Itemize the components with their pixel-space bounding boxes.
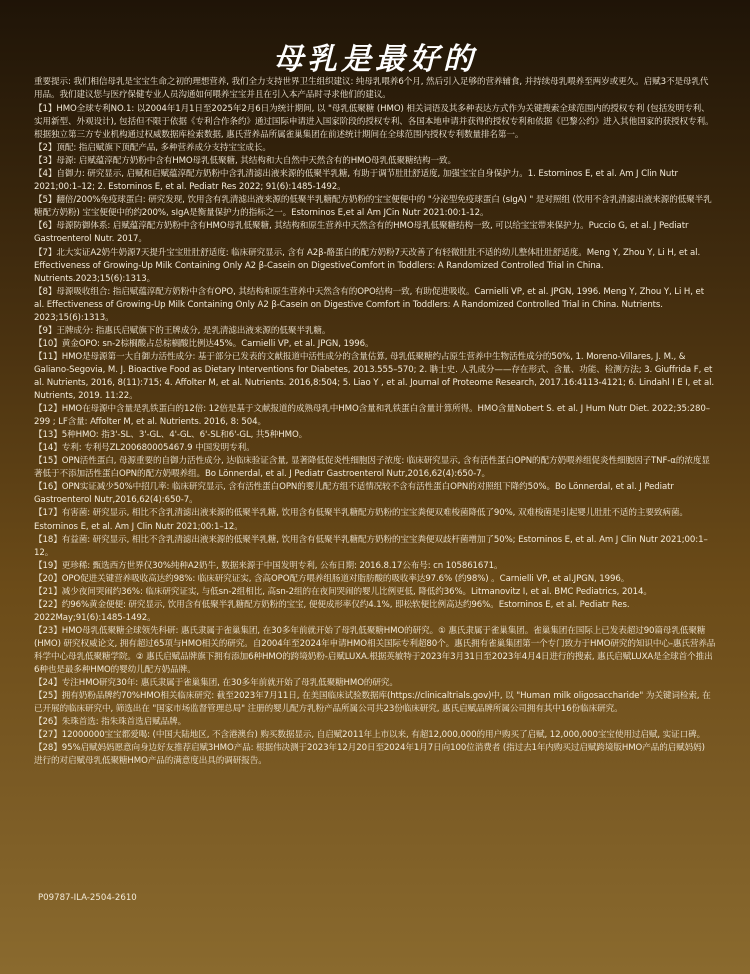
footnote-item: 【8】母源吸收组合: 指启赋蕴淳配方奶粉中含有OPO, 其结构和原生营养中天然含有的OPO结构一致, 有助促进吸收。Carnielli VP, et al. JPGN, 1996. Meng Y, Zhou Y, Li H, et al. Effectiveness of Growing-Up Milk Containing Only A2 β-Casein on Digestive Comfort in Toddlers: A Randomized Controlled Trial in China. Nutrients. 2023;15(6):1313。 <box>34 286 704 323</box>
footnote-item: 【12】HMO在母源中含量是乳铁蛋白的12倍: 12倍是基于文献报道的成熟母乳中HMO含量和乳铁蛋白含量计算所得。HMO含量Nobert S. et al. J Hum Nutr Diet. 2022;35:280–299 ; LF含量: Affolter M, et al. Nutrients. 2016, 8: 504。 <box>34 404 710 428</box>
important-notice: 重要提示: 我们相信母乳是宝宝生命之初的理想营养, 我们全力支持世界卫生组织建议: 纯母乳喂养6个月, 然后引入足够的营养辅食, 并持续母乳喂养至两岁或更久。启赋3不是母乳代用品。我们建议您与医疗保健专业人员沟通如何喂养宝宝并且在引入本产品时寻求他们的建议。 <box>34 77 709 101</box>
footnote-item: 【15】OPN活性蛋白, 母源重要的自御力活性成分, 达临床验证含量, 显著降低促炎性细胞因子浓度: 临床研究显示, 含有活性蛋白OPN的配方奶喂养组促炎性细胞因子TNF-α的浓度显著低于不添加活性蛋白OPN的配方奶喂养组。Bo Lönnerdal, et al. J Pediatr Gastroenterol Nutr,2016,62(4):650-7。 <box>34 456 710 480</box>
footnote-item: 【10】黄金OPO: sn-2棕榈酸占总棕榈酸比例达45%。Carnielli VP, et al. JPGN, 1996。 <box>34 338 374 349</box>
footnote-item: 【22】约96%黄金便便: 研究显示, 饮用含有低聚半乳糖配方奶粉的宝宝, 便便成形率仅约4.1%, 即松软便比例高达约96%。Estorninos E, et al. Pediatr Res. 2022May;91(6):1485-1492。 <box>34 599 630 623</box>
footnote-item: 【28】95%启赋妈妈愿意向身边好友推荐启赋3HMO产品: 根据伟决测于2023年12月20日至2024年1月7日向100位消费者 (指过去1年内购买过启赋跨境版HMO产品的启赋妈妈) 进行的对启赋母乳低聚糖HMO产品的满意度出具的调研报告。 <box>34 743 705 767</box>
footnote-item: 【17】有害菌: 研究显示, 相比不含乳清滤出液来源的低聚半乳糖, 饮用含有低聚半乳糖配方奶粉的宝宝粪便双难梭菌降低了90%, 双难梭菌是引起婴儿肚肚不适的主要致病菌。Estorninos E, et al. Am J Clin Nutr 2021;00:1–12。 <box>34 508 688 532</box>
footnote-item: 【5】翻倍/200%免疫球蛋白: 研究发现, 饮用含有乳清滤出液来源的低聚半乳糖配方奶粉的宝宝便便中的 "分泌型免疫球蛋白 (sIgA) " 是对照组 (饮用不含乳清滤出液来源的低聚半乳糖配方奶粉) 宝宝便便中的约200%, sIgA是衡量保护力的指标之一。Estorninos E,et al Am JCin Nutr 2021:00:1-12。 <box>34 195 712 219</box>
footnote-item: 【26】朱珠首选: 指朱珠首选启赋品牌。 <box>34 717 187 728</box>
footnote-item: 【20】OPO促进关键营养吸收高达约98%: 临床研究证实, 含高OPO配方喂养组肠道对脂肪酸的吸收率达97.6% (约98%) 。Carnielli VP, et al.JPGN, 1996。 <box>34 573 630 584</box>
footnote-item: 【4】自御力: 研究显示, 启赋和启赋蕴淳配方奶粉中含乳清滤出液来源的低聚半乳糖, 有助于调节肚肚舒适度, 加强宝宝自身保护力。1. Estorninos E, et al. Am J Clin Nutr 2021;00:1–12; 2. Estorninos E, et al. Pediatr Res 2022; 91(6):1485-1492。 <box>34 169 678 193</box>
footnote-item: 【2】顶配: 指启赋旗下顶配产品, 多种营养成分支持宝宝成长。 <box>34 143 271 154</box>
footnote-item: 【3】母源: 启赋蕴淳配方奶粉中含有HMO母乳低聚糖, 其结构和大自然中天然含有的HMO母乳低聚糖结构一致。 <box>34 156 456 167</box>
footnote-item: 【24】专注HMO研究30年: 惠氏隶属于雀巢集团, 在30多年前就开始了母乳低聚糖HMO的研究。 <box>34 678 398 689</box>
footnote-item: 【1】HMO全球专利NO.1: 以2004年1月1日至2025年2月6日为统计期间, 以 "母乳低聚糖 (HMO) 相关词语及其多种表达方式作为关键搜索全球范围内的授权专利 (包括发明专利、实用新型、外观设计), 包括但不限于依据《专利合作条约》通过国际申请进入国家阶段的授权专利、各国本地申请并获得的授权专利和依据《巴黎公约》进入其他国家的获授权专利。根据独立第三方专业机构通过权威数据库检索数据, 惠氏营养品所属雀巢集团在前述统计期间在全球范围内授权专利数量排名第一。 <box>34 104 714 141</box>
footnote-item: 【27】12000000宝宝都爱喝: (中国大陆地区, 不含港澳台) 购买数据显示, 自启赋2011年上市以来, 有超12,000,000的用户购买了启赋, 12,000,000宝宝使用过启赋, 实证口碑。 <box>34 730 706 741</box>
footnote-item: 【6】母源防御体系: 启赋蕴淳配方奶粉中含有HMO母乳低聚糖, 其结构和原生营养中天然含有的HMO母乳低聚糖结构一致, 可以给宝宝带来保护力。Puccio G, et al. J Pediatr Gastroenterol Nutr. 2017。 <box>34 221 689 245</box>
page-title: 母乳是最好的 <box>273 42 477 77</box>
footnote-item: 【21】减少夜间哭闹约36%: 临床研究证实, 与低sn-2组相比, 高sn-2组的在夜间哭闹的婴儿比例更低, 降低约36%。Litmanovitz I, et al. BMC Pediatrics, 2014。 <box>34 586 652 597</box>
footnote-item: 【7】北大实证A2奶牛奶源7天提升宝宝肚肚舒适度: 临床研究显示, 含有 A2β-酪蛋白的配方奶粉7天改善了有轻微肚肚不适的幼儿整体肚肚舒适度。Meng Y, Zhou Y, Li H, et al. Effectiveness of Growing-Up Milk Containing Only A2 β-Casein on DigestiveComfort in Toddlers: A Randomized Controlled Trial in China. Nutrients.2023;15(6):1313。 <box>34 247 701 284</box>
footnote-item: 【13】5种HMO: 指3'-SL、3'-GL、4'-GL、6'-SL和6'-GL, 共5种HMO。 <box>34 430 308 441</box>
footnote-item: 【19】更珍稀: 甄选西方世界仅30%纯种A2奶牛, 数据来源于中国发明专利, 公布日期: 2016.8.17公布号: cn 105861671。 <box>34 560 503 571</box>
footnote-item: 【18】有益菌: 研究显示, 相比不含乳清滤出液来源的低聚半乳糖, 饮用含有低聚半乳糖配方奶粉的宝宝粪便双歧杆菌增加了50%; Estorninos E, et al. Am J Clin Nutr 2021;00:1–12。 <box>34 534 708 558</box>
footnote-item: 【9】王牌成分: 指惠氏启赋旗下的王牌成分, 是乳清滤出液来源的低聚半乳糖。 <box>34 325 331 336</box>
footnotes-list <box>34 103 716 768</box>
footnote-item: 【14】专利: 专利号ZL200680005467.9 中国发明专利。 <box>34 443 255 454</box>
footnote-item: 【23】HMO母乳低聚糖全球领先科研: 惠氏隶属于雀巢集团, 在30多年前就开始了母乳低聚糖HMO的研究。① 惠氏隶属于雀巢集团。雀巢集团在国际上已发表超过90篇母乳低聚糖 (HMO) 研究权威论文, 拥有超过65项与HMO相关的研究。自2004年至2024年申请HMO相关国际专利超80个。惠氏拥有雀巢集团第一个专门致力于HMO研究的知识中心-惠氏营养品科学中心母乳低聚糖学院。② 惠氏启赋品牌旗下拥有添加6种HMO的跨境奶粉-启赋LUXA.根据英敏特于2023年3月31日至2023年4月4日进行的搜索, 惠氏启赋LUXA是全球首个推出6种也是最多种HMO的婴幼儿配方奶品牌。 <box>34 625 716 676</box>
document-code: P09787-ILA-2504-2610 <box>38 893 137 903</box>
footnote-item: 【11】HMO是母源第一大自御力活性成分: 基于部分已发表的文献报道中活性成分的含量估算, 母乳低聚糖约占原生营养中生物活性成分的50%, 1. Moreno-Villares, J. M., & Galiano-Segovia, M. J. Bioactive Food as Dietary Interventions for Diabetes, 2013.555–570; 2. 聃士史. 人乳成分——存在形式、含量、功能、检测方法; 3. Giuffrida F, et al. Nutrients, 2016, 8(11):715; 4. Affolter M, et al. Nutrients. 2016,8:504; 5. Liao Y , et al. Journal of Proteome Research, 2017.16:4113-4121; 6. Lindahl I E I, et al. Nutrients, 2019. 11:22。 <box>34 351 715 402</box>
footnote-item: 【25】拥有奶粉品牌约70%HMO相关临床研究: 截至2023年7月11日, 在美国临床试验数据库(https://clinicaltrials.gov)中, 以 "Human milk oligosaccharide" 为关键词检索, 在已开展的临床研究中, 筛选出在 "国家市场监督管理总局" 注册的婴儿配方乳粉产品所属公司共23份临床研究, 惠氏启赋品牌所属公司拥有其中16份临床研究。 <box>34 691 711 715</box>
footnote-item: 【16】OPN实证减少50%中招几率: 临床研究显示, 含有活性蛋白OPN的婴儿配方组不适情况较不含有活性蛋白OPN的对照组下降约50%。Bo Lönnerdal, et al. J Pediatr Gastroenterol Nutr,2016,62(4):650-7。 <box>34 482 674 506</box>
